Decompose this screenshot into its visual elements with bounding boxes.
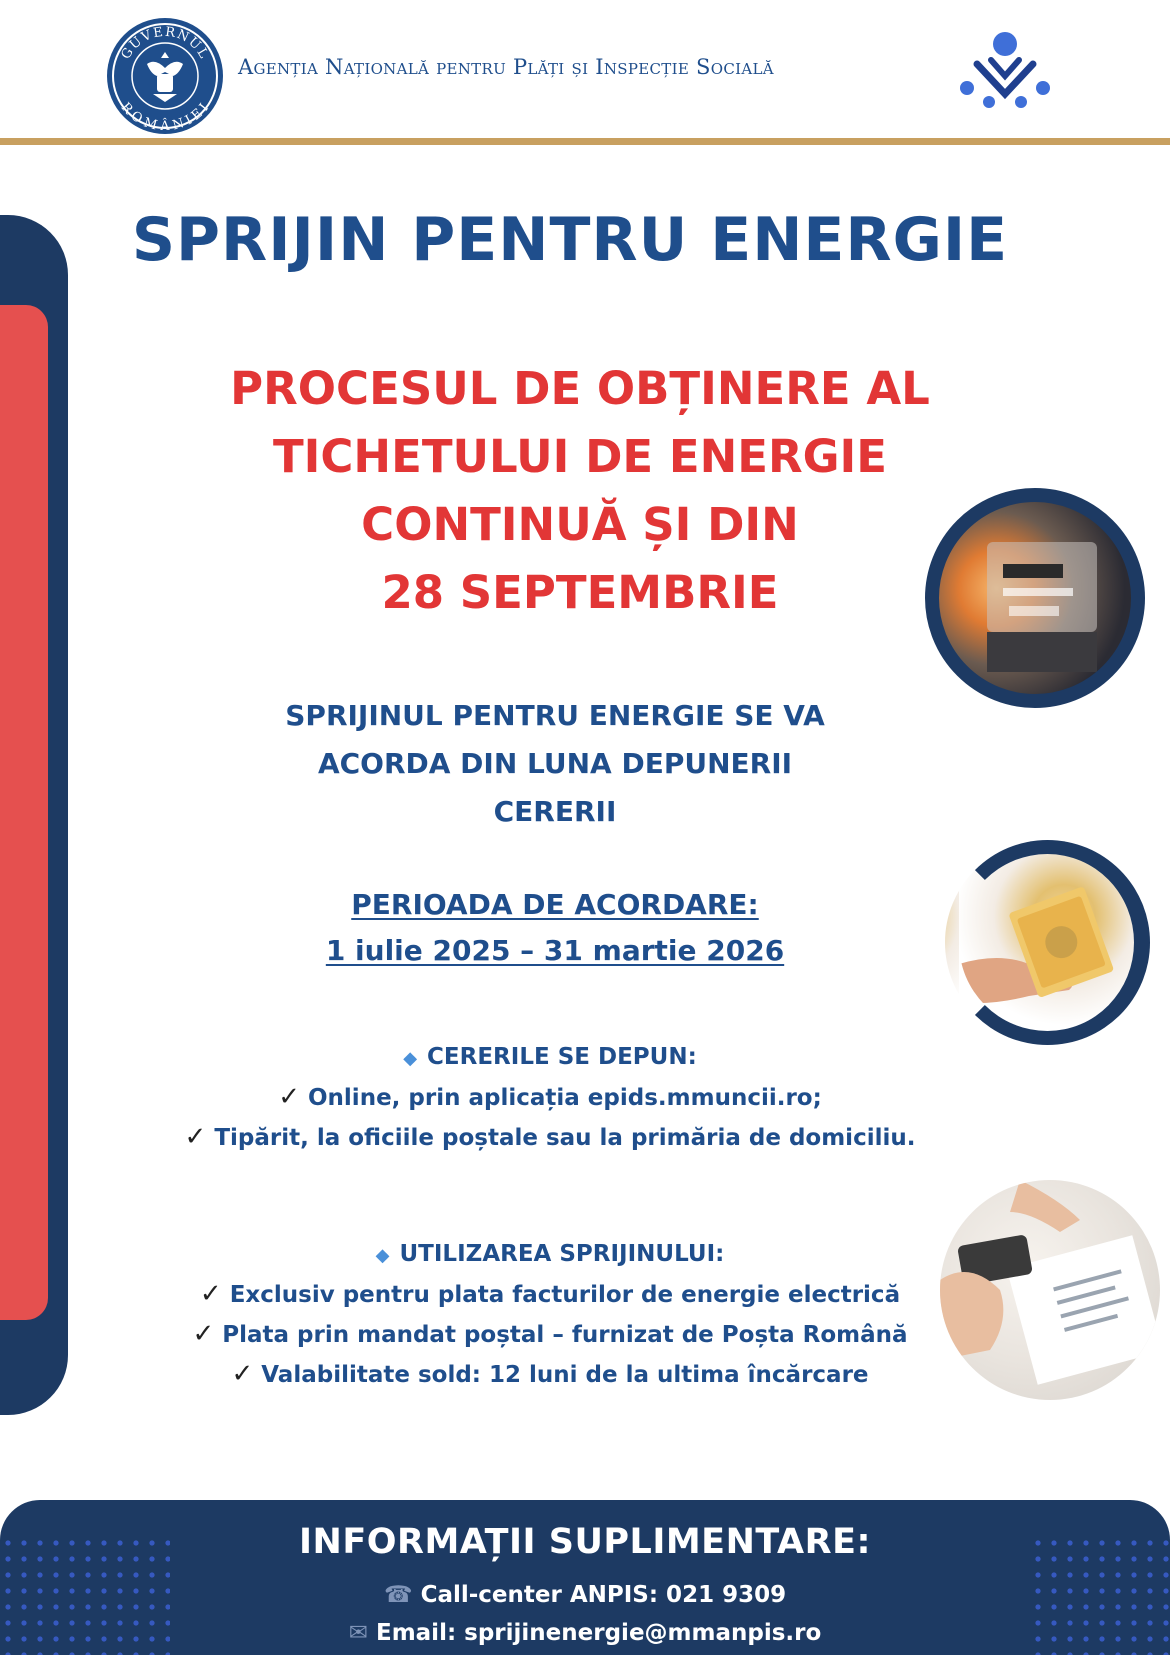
usage-item-exclusive: Exclusiv pentru plata facturilor de energie electrică xyxy=(229,1282,901,1308)
page-title: SPRIJIN PENTRU ENERGIE xyxy=(131,205,1009,275)
list-item xyxy=(100,1118,1000,1158)
submission-item-printed: Tipărit, la oficiile poștale sau la primăria de domiciliu. xyxy=(214,1125,916,1151)
decorative-dots-left xyxy=(0,1535,170,1655)
support-line-1: SPRIJINUL PENTRU ENERGIE SE VA xyxy=(285,699,825,732)
call-center-text[interactable]: Call-center ANPIS: 021 9309 xyxy=(420,1582,787,1608)
banknote-hand-photo xyxy=(945,840,1150,1045)
phone-icon: ☎ xyxy=(383,1582,413,1608)
announcement-line-3: CONTINUĂ ȘI DIN xyxy=(361,498,799,551)
checkmark-icon: ✓ xyxy=(278,1082,300,1112)
support-line-3: CERERII xyxy=(493,795,617,828)
left-decorative-accent xyxy=(0,305,48,1320)
agency-name: Agenția Națională pentru Plăți și Inspecție Socială xyxy=(238,55,774,79)
header-divider xyxy=(0,138,1170,145)
announcement-heading xyxy=(150,355,1010,627)
email-text[interactable]: Email: sprijinenergie@mmanpis.ro xyxy=(375,1620,822,1646)
list-item xyxy=(100,1078,1000,1118)
submission-item-online: Online, prin aplicația epids.mmuncii.ro; xyxy=(308,1085,822,1111)
seal-text-top: GUVERNUL xyxy=(118,24,212,63)
checkmark-icon: ✓ xyxy=(192,1319,215,1349)
announcement-line-2: TICHETULUI DE ENERGIE xyxy=(272,430,888,483)
checkmark-icon: ✓ xyxy=(184,1122,207,1152)
announcement-line-1: PROCESUL DE OBȚINERE AL xyxy=(230,362,930,415)
list-item xyxy=(100,1355,1000,1395)
support-description xyxy=(150,692,960,836)
diamond-bullet-icon: ◆ xyxy=(375,1245,390,1266)
diamond-bullet-icon: ◆ xyxy=(403,1048,418,1069)
usage-item-postal: Plata prin mandat poștal – furnizat de Poșta Română xyxy=(222,1322,908,1348)
period-label: PERIOADA DE ACORDARE: xyxy=(351,888,759,921)
mail-icon: ✉ xyxy=(348,1620,368,1646)
grant-period xyxy=(150,882,960,974)
checkmark-icon: ✓ xyxy=(199,1279,222,1309)
footer-title: INFORMAȚII SUPLIMENTARE: xyxy=(299,1522,871,1562)
announcement-line-4: 28 SEPTEMBRIE xyxy=(381,566,779,619)
anpis-logo xyxy=(955,30,1055,120)
usage-section xyxy=(100,1235,1000,1395)
header xyxy=(0,0,1170,140)
support-line-2: ACORDA DIN LUNA DEPUNERII xyxy=(317,747,793,780)
checkmark-icon: ✓ xyxy=(231,1359,254,1389)
email-line xyxy=(0,1620,1170,1646)
call-center-line xyxy=(0,1582,1170,1608)
submission-section xyxy=(100,1038,1000,1158)
decorative-dots-right xyxy=(1030,1535,1170,1655)
government-seal-logo xyxy=(103,14,227,138)
period-range: 1 iulie 2025 – 31 martie 2026 xyxy=(325,934,785,967)
list-item xyxy=(100,1315,1000,1355)
list-item xyxy=(100,1275,1000,1315)
usage-item-validity: Valabilitate sold: 12 luni de la ultima încărcare xyxy=(261,1362,869,1388)
seal-text-bottom: ROMÂNIEI xyxy=(117,99,213,135)
footer-info-panel xyxy=(0,1500,1170,1655)
usage-heading: UTILIZAREA SPRIJINULUI: xyxy=(399,1241,725,1267)
submission-heading: CERERILE SE DEPUN: xyxy=(427,1044,697,1070)
electricity-meter-photo xyxy=(925,488,1145,708)
